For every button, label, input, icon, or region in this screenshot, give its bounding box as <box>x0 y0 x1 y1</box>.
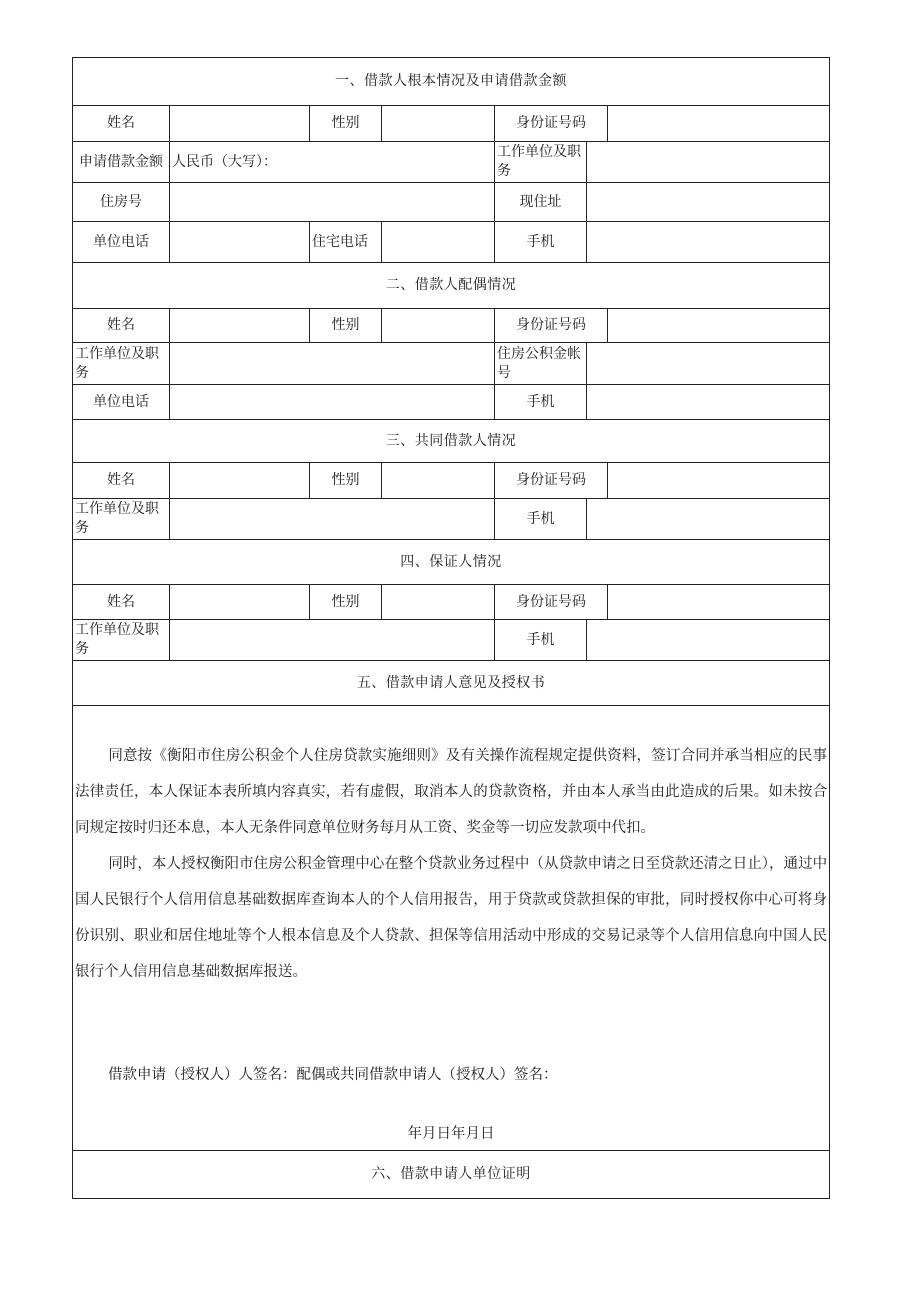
section-3-title: 三、共同借款人情况 <box>73 420 830 463</box>
loan-amount-field[interactable] <box>170 142 495 183</box>
current-address-label: 现住址 <box>495 183 587 222</box>
guarantor-name-label: 姓名 <box>73 585 170 620</box>
spouse-unit-phone-field[interactable] <box>170 385 495 420</box>
authorization-body <box>73 706 830 1151</box>
coborrower-gender-label: 性别 <box>310 463 382 499</box>
guarantor-work-unit-label: 工作单位及职务 <box>73 620 170 661</box>
fund-account-field[interactable] <box>587 343 830 385</box>
guarantor-id-field[interactable] <box>608 585 830 620</box>
guarantor-gender-label: 性别 <box>310 585 382 620</box>
current-address-field[interactable] <box>587 183 830 222</box>
borrower-name-label: 姓名 <box>73 106 170 142</box>
coborrower-id-field[interactable] <box>608 463 830 499</box>
coborrower-id-label: 身份证号码 <box>495 463 608 499</box>
spouse-unit-phone-label: 单位电话 <box>73 385 170 420</box>
coborrower-mobile-label: 手机 <box>495 499 587 540</box>
spouse-name-field[interactable] <box>170 309 310 343</box>
guarantor-mobile-label: 手机 <box>495 620 587 661</box>
loan-application-form <box>72 57 830 1199</box>
borrower-id-label: 身份证号码 <box>495 106 608 142</box>
authorization-paragraph-2: 同时，本人授权衡阳市住房公积金管理中心在整个贷款业务过程中（从贷款申请之日至贷款还清之日止），通过中国人民银行个人信用信息基础数据库查询本人的个人信用报告，用于贷款或贷款担保的审批，同时授权你中心可将身份识别、职业和居住地址等个人根本信息及个人贷款、担保等信用活动中形成的交易记录等个人信用信息向中国人民银行个人信用信息基础数据库报送。 <box>75 856 828 980</box>
borrower-work-unit-field[interactable] <box>587 142 830 183</box>
guarantor-mobile-field[interactable] <box>587 620 830 661</box>
borrower-mobile-label: 手机 <box>495 222 587 263</box>
loan-amount-label: 申请借款金额 <box>73 142 170 183</box>
guarantor-name-field[interactable] <box>170 585 310 620</box>
borrower-name-field[interactable] <box>170 106 310 142</box>
spouse-id-field[interactable] <box>608 309 830 343</box>
section-1-title: 一、借款人根本情况及申请借款金额 <box>73 58 830 106</box>
borrower-unit-phone-field[interactable] <box>170 222 310 263</box>
borrower-gender-label: 性别 <box>310 106 382 142</box>
date-line: 年月日年月日 <box>407 1126 495 1142</box>
coborrower-work-unit-field[interactable] <box>170 499 495 540</box>
spouse-work-unit-label: 工作单位及职务 <box>73 343 170 385</box>
fund-account-label: 住房公积金帐号 <box>495 343 587 385</box>
spouse-gender-field[interactable] <box>382 309 495 343</box>
section-5-title: 五、借款申请人意见及授权书 <box>73 661 830 706</box>
home-phone-field[interactable] <box>382 222 495 263</box>
section-4-title: 四、保证人情况 <box>73 540 830 585</box>
spouse-mobile-label: 手机 <box>495 385 587 420</box>
section-2-title: 二、借款人配偶情况 <box>73 263 830 309</box>
borrower-unit-phone-label: 单位电话 <box>73 222 170 263</box>
coborrower-name-field[interactable] <box>170 463 310 499</box>
rmb-uppercase-label: 人民币（大写）： <box>172 153 277 170</box>
house-number-label: 住房号 <box>73 183 170 222</box>
spouse-work-unit-field[interactable] <box>170 343 495 385</box>
coborrower-gender-field[interactable] <box>382 463 495 499</box>
authorization-paragraph-1: 同意按《衡阳市住房公积金个人住房贷款实施细则》及有关操作流程规定提供资料，签订合同并承当相应的民事法律责任，本人保证本表所填内容真实，若有虚假，取消本人的贷款资格，并由本人承当由此造成的后果。如未按合同规定按时归还本息，本人无条件同意单位财务每月从工资、奖金等一切应发款项中代扣。 <box>75 748 828 836</box>
spouse-id-label: 身份证号码 <box>495 309 608 343</box>
house-number-field[interactable] <box>170 183 495 222</box>
borrower-work-unit-label: 工作单位及职务 <box>495 142 587 183</box>
guarantor-work-unit-field[interactable] <box>170 620 495 661</box>
spouse-name-label: 姓名 <box>73 309 170 343</box>
signature-line: 借款申请（授权人）人签名：配偶或共同借款申请人（授权人）签名： <box>108 1067 558 1083</box>
coborrower-name-label: 姓名 <box>73 463 170 499</box>
coborrower-mobile-field[interactable] <box>587 499 830 540</box>
guarantor-gender-field[interactable] <box>382 585 495 620</box>
borrower-mobile-field[interactable] <box>587 222 830 263</box>
borrower-id-field[interactable] <box>608 106 830 142</box>
borrower-gender-field[interactable] <box>382 106 495 142</box>
guarantor-id-label: 身份证号码 <box>495 585 608 620</box>
spouse-mobile-field[interactable] <box>587 385 830 420</box>
spouse-gender-label: 性别 <box>310 309 382 343</box>
coborrower-work-unit-label: 工作单位及职务 <box>73 499 170 540</box>
home-phone-label: 住宅电话 <box>310 222 382 263</box>
section-6-title: 六、借款申请人单位证明 <box>73 1151 830 1199</box>
